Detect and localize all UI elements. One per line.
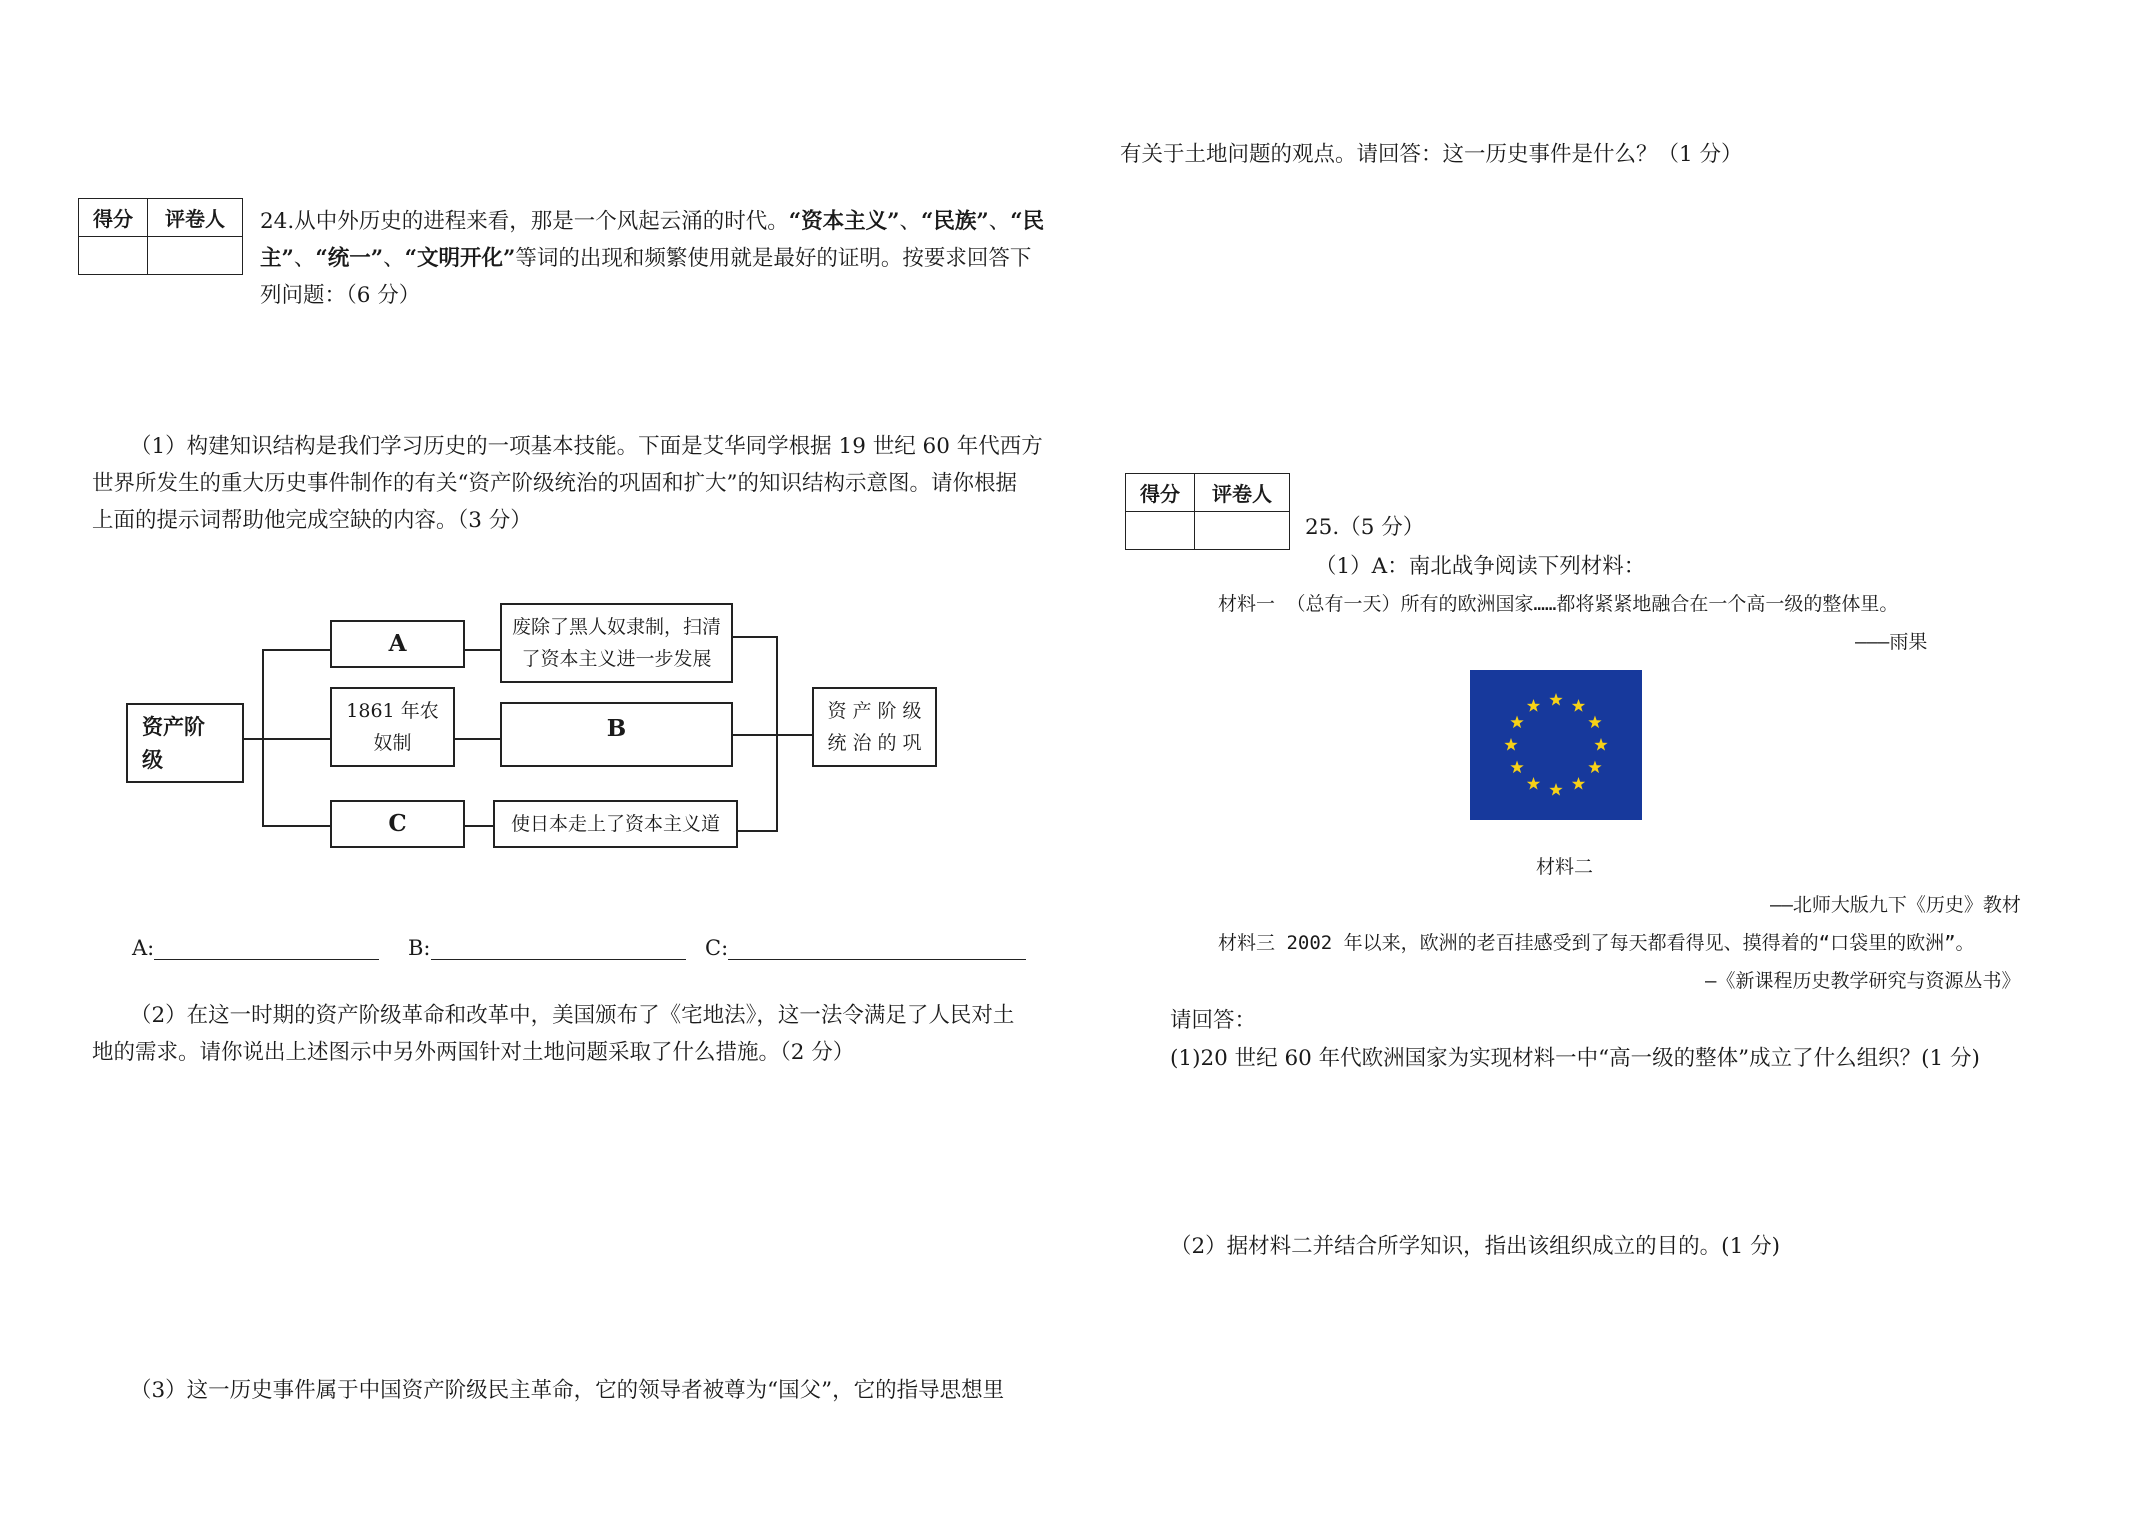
box-japan: 使日本走上了资本主义道	[493, 800, 738, 848]
grader-cell[interactable]	[148, 237, 243, 275]
eu-flag-image	[1470, 670, 1642, 820]
material-one-source: ———雨果	[1855, 631, 1928, 653]
keyword: “民	[1010, 209, 1045, 234]
box-result: 资 产 阶 级 统 治 的 巩	[812, 687, 937, 767]
material-two-label: 材料二	[1536, 856, 1594, 878]
answer-line-C: C:	[705, 933, 1026, 960]
connector	[776, 734, 812, 736]
answer-line-A: A:	[132, 933, 379, 960]
connector	[455, 738, 500, 740]
keyword: “统一”	[315, 246, 384, 271]
answer-line-B: B:	[408, 933, 686, 960]
q24-part3: （3）这一历史事件属于中国资产阶级民主革命，它的领导者被尊为“国父”，它的指导思想里	[130, 1378, 1005, 1403]
connector	[262, 649, 330, 651]
keyword: 主”	[260, 246, 294, 271]
box-abolish-slavery: 废除了黑人奴隶制，扫清 了资本主义进一步发展	[500, 603, 733, 683]
score-header: 得分	[1126, 474, 1195, 512]
keyword: “民族”	[920, 209, 989, 234]
score-cell[interactable]	[79, 237, 148, 275]
material-three: 材料三 2002 年以来，欧洲的老百挂感受到了每天都看得见、摸得着的“口袋里的欧洲”。	[1218, 932, 1975, 954]
connector	[244, 738, 264, 740]
q24-part2: （2）在这一时期的资产阶级革命和改革中，美国颁布了《宅地法》，这一法令满足了人民对土 地的需求。请你说出上述图示中另外两国针对土地问题采取了什么措施。（2 分）	[92, 1003, 1015, 1065]
q25-title: 25.（5 分）	[1305, 515, 1425, 540]
grader-header: 评卷人	[1195, 474, 1290, 512]
connector	[262, 738, 330, 740]
grader-header: 评卷人	[148, 199, 243, 237]
answer-blank-C[interactable]	[728, 933, 1026, 960]
diagram-root: 资产阶 级	[126, 703, 244, 783]
connector	[465, 825, 493, 827]
answer-blank-B[interactable]	[431, 933, 686, 960]
keyword: “资本主义”	[788, 209, 900, 234]
material-two-source: ——北师大版九下《历史》教材	[1770, 894, 2021, 916]
score-table-25	[1125, 473, 1290, 550]
score-header: 得分	[79, 199, 148, 237]
q24-part1: （1）构建知识结构是我们学习历史的一项基本技能。下面是艾华同学根据 19 世纪 60 年代西方 世界所发生的重大历史事件制作的有关“资产阶级统治的巩固和扩大”的知识结构示意图。请你根据 上面的提示词帮助他完成空缺的内容。（3 分）	[92, 434, 1043, 533]
blank-box-B[interactable]: B	[500, 702, 733, 767]
grader-cell[interactable]	[1195, 512, 1290, 550]
connector	[733, 636, 778, 638]
box-serfdom: 1861 年农 奴制	[330, 687, 455, 767]
question-number: 24.	[260, 209, 295, 234]
answer-blank-A[interactable]	[154, 933, 379, 960]
score-table-24	[78, 198, 243, 275]
ask-label: 请回答：	[1170, 1008, 1257, 1033]
keyword: “文明开化”	[404, 246, 516, 271]
blank-box-A[interactable]: A	[330, 620, 465, 668]
eu-flag-icon	[1470, 670, 1642, 820]
score-cell[interactable]	[1126, 512, 1195, 550]
connector	[733, 734, 778, 736]
connector	[738, 830, 778, 832]
blank-box-C[interactable]: C	[330, 800, 465, 848]
q25-sub1: （1）A：南北战争阅读下列材料：	[1315, 554, 1646, 579]
q25-question-2: （2）据材料二并结合所学知识，指出该组织成立的目的。(1 分)	[1170, 1234, 1780, 1259]
material-three-source: —《新课程历史教学研究与资源丛书》	[1705, 970, 2021, 992]
connector	[465, 649, 500, 651]
connector	[262, 825, 330, 827]
q24-part3-continued: 有关于土地问题的观点。请回答：这一历史事件是什么？（1 分）	[1120, 142, 1743, 167]
q25-question-1: (1)20 世纪 60 年代欧洲国家为实现材料一中“高一级的整体”成立了什么组织？(1 分)	[1170, 1046, 1980, 1071]
material-one: 材料一 （总有一天）所有的欧洲国家……都将紧紧地融合在一个高一级的整体里。	[1218, 593, 1899, 615]
flag-background	[1470, 670, 1642, 820]
q24-intro: 24.从中外历史的进程来看，那是一个风起云涌的时代。“资本主义”、“民族”、“民 主”、“统一”、“文明开化”等词的出现和频繁使用就是最好的证明。按要求回答下 列问题：（6 分）	[260, 209, 1045, 308]
